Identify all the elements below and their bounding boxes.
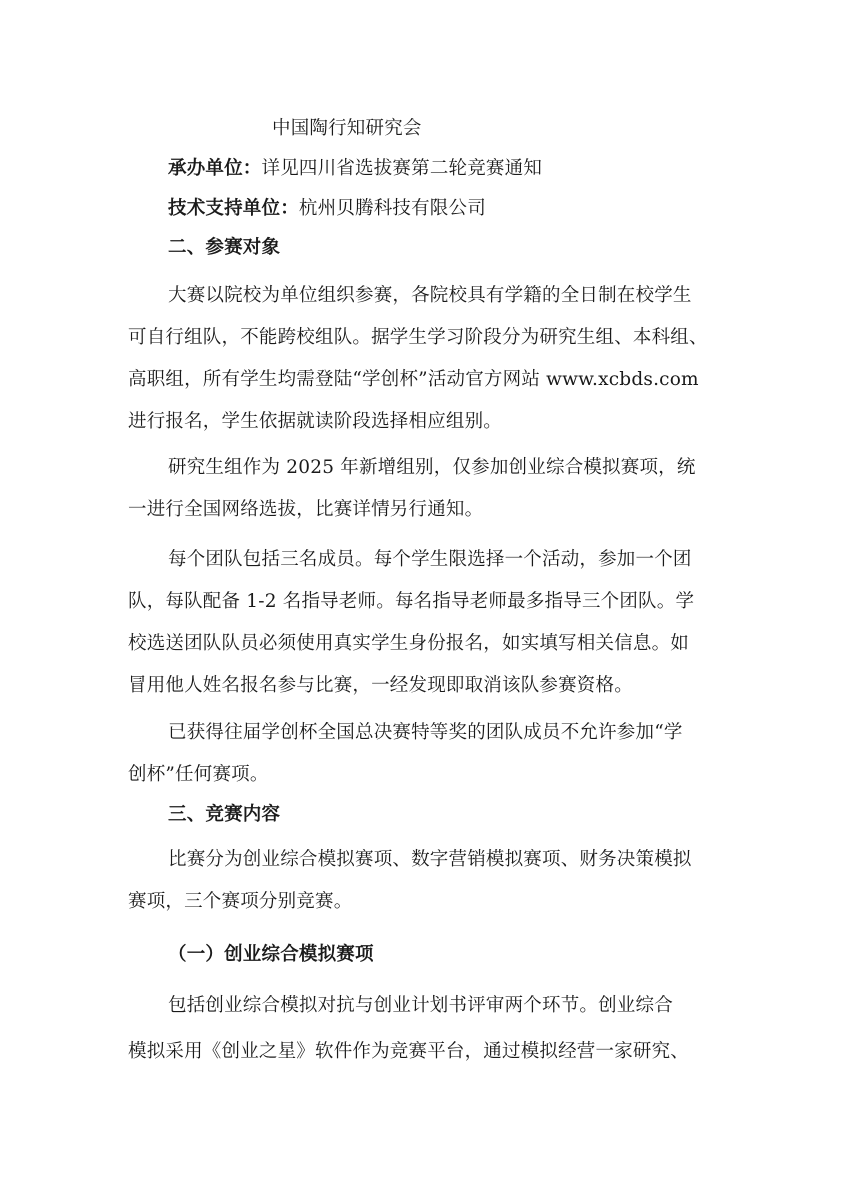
paragraph-line: 模拟采用《创业之星》软件作为竞赛平台，通过模拟经营一家研究、 [128,1041,690,1062]
paragraph-line: 研究生组作为 2025 年新增组别，仅参加创业综合模拟赛项，统 [168,457,696,478]
paragraph-line: 赛项，三个赛项分别竞赛。 [128,891,353,912]
paragraph-line: 高职组，所有学生均需登陆“学创杯”活动官方网站 www.xcbds.com [128,369,699,390]
paragraph-line: 一进行全国网络选拔，比赛详情另行通知。 [128,499,484,520]
paragraph-line: 每个团队包括三名成员。每个学生限选择一个活动，参加一个团 [168,549,692,570]
host-label: 承办单位： [168,158,262,179]
tech-support-label: 技术支持单位： [168,198,299,219]
paragraph-line: 冒用他人姓名报名参与比赛，一经发现即取消该队参赛资格。 [128,675,633,696]
paragraph-line: 比赛分为创业综合模拟赛项、数字营销模拟赛项、财务决策模拟 [168,849,692,870]
paragraph-line: 进行报名，学生依据就读阶段选择相应组别。 [128,411,503,432]
host-line [168,157,542,181]
paragraph-line: 队，每队配备 1-2 名指导老师。每名指导老师最多指导三个团队。学 [128,591,695,612]
paragraph-line: 可自行组队，不能跨校组队。据学生学习阶段分为研究生组、本科组、 [128,327,708,348]
paragraph-line: 校选送团队队员必须使用真实学生身份报名，如实填写相关信息。如 [128,633,690,654]
subsection-heading: （一）创业综合模拟赛项 [168,944,374,965]
section-heading: 三、竞赛内容 [168,804,281,825]
tech-support-value: 杭州贝腾科技有限公司 [298,198,486,219]
paragraph-line: 已获得往届学创杯全国总决赛特等奖的团队成员不允许参加“学 [168,722,683,743]
organizer-line: 中国陶行知研究会 [272,118,422,139]
paragraph-line: 包括创业综合模拟对抗与创业计划书评审两个环节。创业综合 [168,995,673,1016]
paragraph-line: 大赛以院校为单位组织参赛，各院校具有学籍的全日制在校学生 [168,285,692,306]
host-value: 详见四川省选拔赛第二轮竞赛通知 [261,158,543,179]
tech-support-line [168,197,486,221]
section-heading: 二、参赛对象 [168,237,281,258]
paragraph-line: 创杯”任何赛项。 [128,764,269,785]
